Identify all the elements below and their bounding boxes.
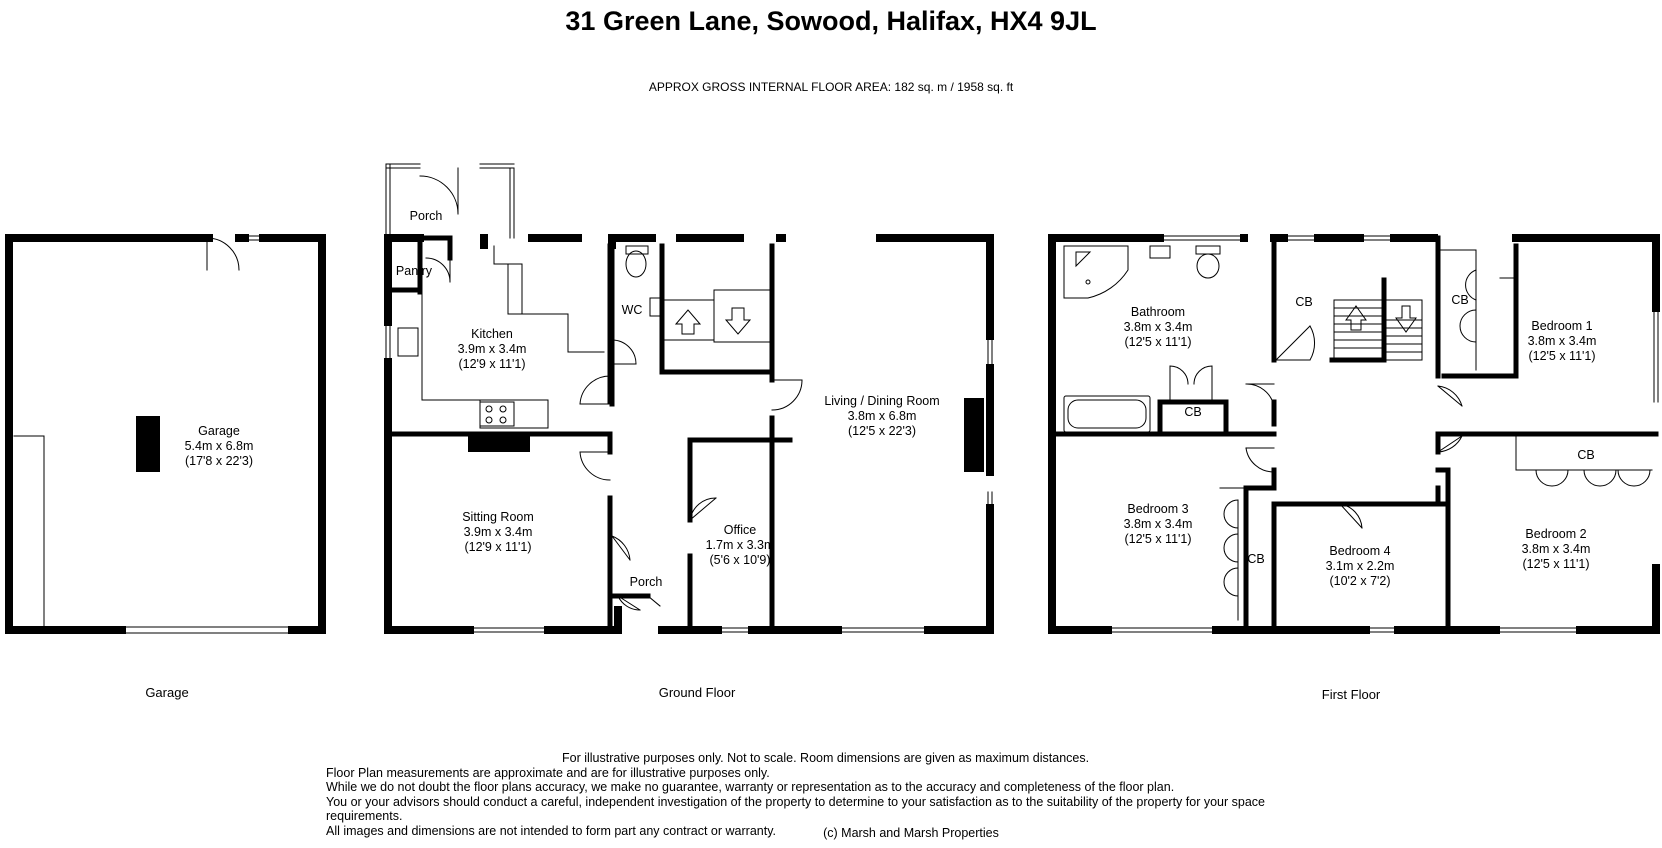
bathroom-metric: 3.8m x 3.4m — [1123, 320, 1193, 334]
living-dining-imperial: (12'5 x 22'3) — [847, 424, 917, 438]
bedroom-2-imperial: (12'5 x 11'1) — [1522, 557, 1590, 571]
garage-imperial: (17'8 x 22'3) — [184, 454, 254, 468]
ground-floor-label: Ground Floor — [658, 685, 736, 700]
sitting-room-imperial: (12'9 x 11'1) — [464, 540, 532, 554]
disclaimer-line: You or your advisors should conduct a careful, independent investigation of the property to determine to your satisfaction as to the suitability of the property for your space requirements. — [326, 794, 1265, 824]
ground-floor-interior-walls — [388, 238, 790, 630]
pantry-label: Pantry — [395, 264, 433, 278]
porch-label: Porch — [409, 209, 443, 223]
bedroom-2-name: Bedroom 2 — [1525, 527, 1587, 541]
garage-floor-label: Garage — [145, 685, 189, 700]
disclaimer-line: All images and dimensions are not intended to form part any contract or warranty. — [326, 823, 776, 838]
bedroom-1-metric: 3.8m x 3.4m — [1527, 334, 1597, 348]
ground-floor-porch — [386, 164, 514, 238]
bedroom-1-name: Bedroom 1 — [1531, 319, 1593, 333]
bathroom-cupboard-label: CB — [1184, 405, 1202, 419]
garage-openings — [14, 236, 324, 633]
bedroom-3-metric: 3.8m x 3.4m — [1123, 517, 1193, 531]
bedroom-1-imperial: (12'5 x 11'1) — [1528, 349, 1596, 363]
landing-cupboard-label: CB — [1295, 295, 1313, 309]
garage-metric: 5.4m x 6.8m — [184, 439, 254, 453]
bedroom-2-cupboard-label: CB — [1577, 448, 1595, 462]
kitchen-imperial: (12'9 x 11'1) — [458, 357, 526, 371]
sitting-room-metric: 3.9m x 3.4m — [463, 525, 533, 539]
garage-room-name: Garage — [198, 424, 240, 438]
disclaimer-line: While we do not doubt the floor plans accuracy, we make no guarantee, warranty or representation as to the accuracy and completeness of the floor plan. — [326, 780, 1175, 795]
wc-label: WC — [621, 303, 643, 317]
first-floor-label: First Floor — [1321, 687, 1381, 702]
property-address-title: 31 Green Lane, Sowood, Halifax, HX4 9JL — [565, 6, 1097, 36]
living-room-fireplace — [964, 398, 984, 472]
office-name: Office — [723, 523, 757, 537]
bedroom-2-metric: 3.8m x 3.4m — [1521, 542, 1591, 556]
office-metric: 1.7m x 3.3m — [705, 538, 775, 552]
front-porch-label: Porch — [629, 575, 663, 589]
copyright: (c) Marsh and Marsh Properties — [823, 826, 999, 840]
kitchen-name: Kitchen — [471, 327, 513, 341]
disclaimer-line: Floor Plan measurements are approximate and are for illustrative purposes only. — [326, 765, 770, 780]
garage-chimney-breast — [136, 416, 160, 472]
living-dining-metric: 3.8m x 6.8m — [847, 409, 917, 423]
bedroom-3-cupboard-label: CB — [1247, 552, 1265, 566]
bedroom-1-cupboard-label: CB — [1451, 293, 1469, 307]
living-dining-name: Living / Dining Room — [824, 394, 940, 408]
sitting-room-name: Sitting Room — [462, 510, 534, 524]
bedroom-3-name: Bedroom 3 — [1127, 502, 1189, 516]
garage-walls — [9, 238, 322, 630]
bathroom-imperial: (12'5 x 11'1) — [1124, 335, 1192, 349]
bedroom-4-name: Bedroom 4 — [1329, 544, 1391, 558]
disclaimer-line: For illustrative purposes only. Not to scale. Room dimensions are given as maximum distances. — [562, 751, 1090, 765]
bedroom-4-imperial: (10'2 x 7'2) — [1329, 574, 1391, 588]
kitchen-chimney-breast — [468, 434, 530, 452]
bedroom-4-metric: 3.1m x 2.2m — [1325, 559, 1395, 573]
floor-area-text: APPROX GROSS INTERNAL FLOOR AREA: 182 sq. m / 1958 sq. ft — [648, 80, 1014, 94]
office-imperial: (5'6 x 10'9) — [709, 553, 771, 567]
bedroom-3-imperial: (12'5 x 11'1) — [1124, 532, 1192, 546]
kitchen-metric: 3.9m x 3.4m — [457, 342, 527, 356]
bathroom-name: Bathroom — [1130, 305, 1186, 319]
